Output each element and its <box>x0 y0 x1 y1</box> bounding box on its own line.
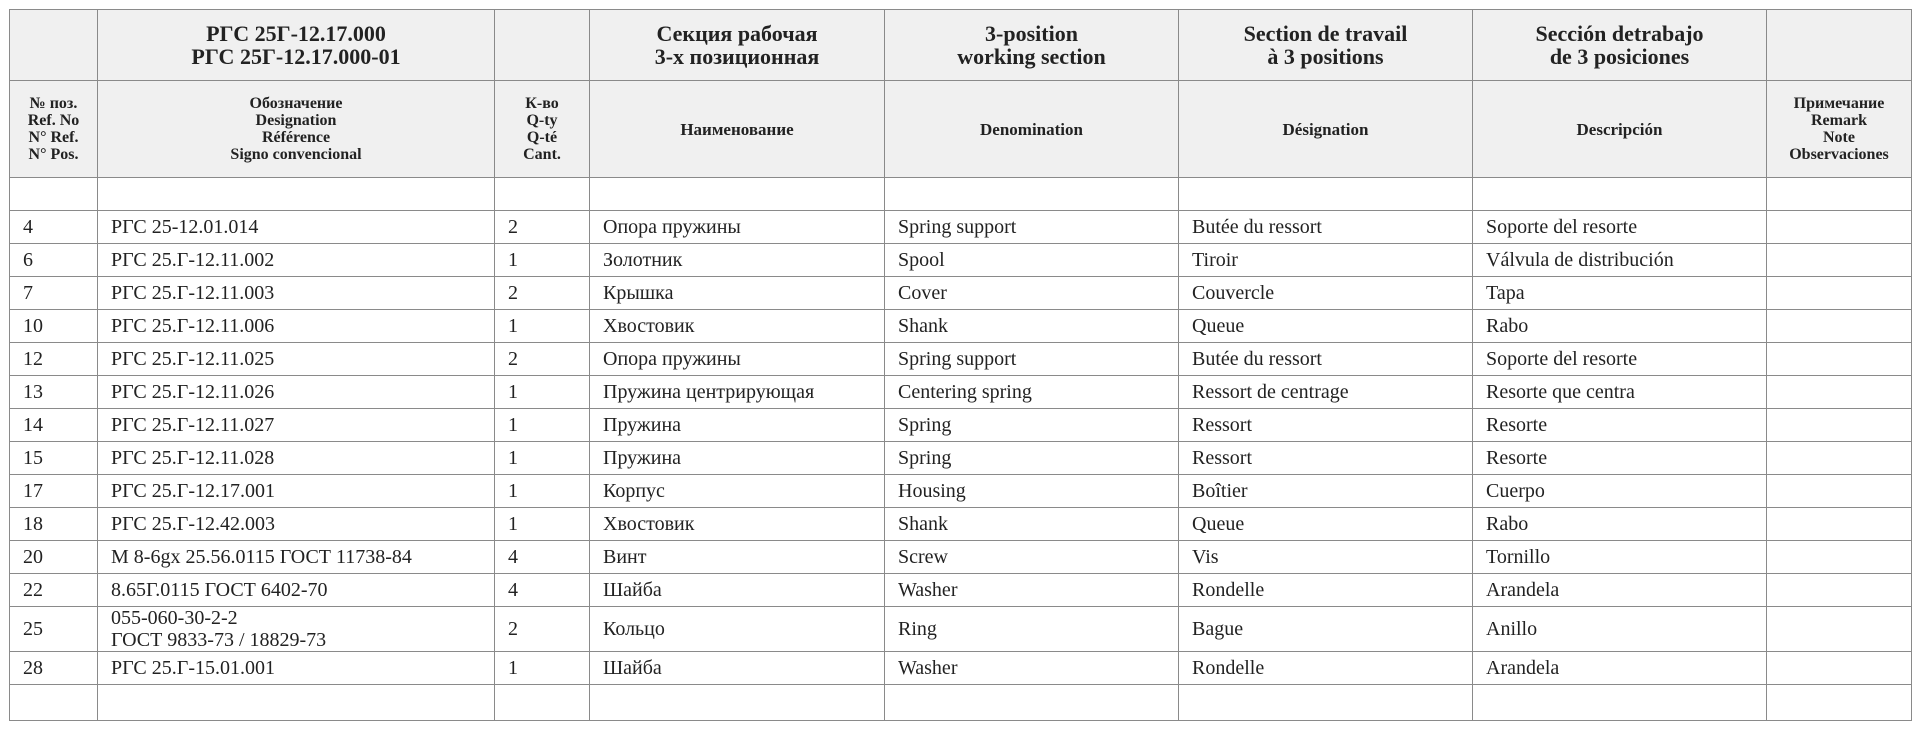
title-blank-pos <box>10 10 98 81</box>
title-blank-qty <box>495 10 590 81</box>
cell-spanish: Tapa <box>1473 277 1767 310</box>
cell-qty: 1 <box>495 244 590 277</box>
cell-designation: РГС 25-12.01.014 <box>98 211 495 244</box>
cell-remark <box>1767 652 1912 685</box>
cell-remark <box>1767 211 1912 244</box>
cell-english: Spring support <box>885 343 1179 376</box>
cell-qty: 1 <box>495 409 590 442</box>
cell-remark <box>1767 277 1912 310</box>
cell-russian: Пружина центрирующая <box>590 376 885 409</box>
cell-spanish: Rabo <box>1473 508 1767 541</box>
column-header-english: Denomination <box>885 81 1179 178</box>
cell-french: Rondelle <box>1179 652 1473 685</box>
cell-pos: 12 <box>10 343 98 376</box>
cell-designation: РГС 25.Г-12.11.003 <box>98 277 495 310</box>
cell-english: Shank <box>885 310 1179 343</box>
cell-remark <box>1767 475 1912 508</box>
assembly-designation-title: РГС 25Г-12.17.000 РГС 25Г-12.17.000-01 <box>98 10 495 81</box>
cell-russian: Хвостовик <box>590 508 885 541</box>
cell-remark <box>1767 574 1912 607</box>
column-header-row <box>10 81 1912 178</box>
cell-designation: РГС 25.Г-12.11.006 <box>98 310 495 343</box>
table-row <box>10 652 1912 685</box>
cell-designation: РГС 25.Г-12.11.002 <box>98 244 495 277</box>
cell-pos: 28 <box>10 652 98 685</box>
cell-designation: РГС 25.Г-15.01.001 <box>98 652 495 685</box>
cell-designation: М 8-6gx 25.56.0115 ГОСТ 11738-84 <box>98 541 495 574</box>
cell-spanish: Soporte del resorte <box>1473 211 1767 244</box>
cell-spanish: Cuerpo <box>1473 475 1767 508</box>
cell-pos: 20 <box>10 541 98 574</box>
cell-french: Boîtier <box>1179 475 1473 508</box>
cell-french: Rondelle <box>1179 574 1473 607</box>
cell-pos: 18 <box>10 508 98 541</box>
cell-pos: 14 <box>10 409 98 442</box>
cell-pos: 10 <box>10 310 98 343</box>
column-header-french: Désignation <box>1179 81 1473 178</box>
cell-qty: 4 <box>495 574 590 607</box>
cell-french: Couvercle <box>1179 277 1473 310</box>
cell-spanish: Arandela <box>1473 574 1767 607</box>
cell-remark <box>1767 508 1912 541</box>
cell-designation: РГС 25.Г-12.11.026 <box>98 376 495 409</box>
cell-french: Queue <box>1179 310 1473 343</box>
cell-english: Washer <box>885 574 1179 607</box>
cell-english: Washer <box>885 652 1179 685</box>
cell-russian: Шайба <box>590 574 885 607</box>
cell-spanish: Rabo <box>1473 310 1767 343</box>
cell-french: Butée du ressort <box>1179 343 1473 376</box>
table-row <box>10 607 1912 652</box>
cell-designation: РГС 25.Г-12.42.003 <box>98 508 495 541</box>
cell-spanish: Resorte <box>1473 409 1767 442</box>
table-row <box>10 211 1912 244</box>
cell-english: Spring <box>885 442 1179 475</box>
cell-qty: 1 <box>495 508 590 541</box>
column-header-pos: № поз. Ref. No N° Ref. N° Pos. <box>10 81 98 178</box>
cell-qty: 1 <box>495 442 590 475</box>
cell-pos: 17 <box>10 475 98 508</box>
cell-french: Vis <box>1179 541 1473 574</box>
parts-table <box>9 9 1912 721</box>
title-french: Section de travail à 3 positions <box>1179 10 1473 81</box>
cell-designation: РГС 25.Г-12.11.025 <box>98 343 495 376</box>
cell-spanish: Tornillo <box>1473 541 1767 574</box>
cell-spanish: Anillo <box>1473 607 1767 652</box>
table-row <box>10 244 1912 277</box>
table-row <box>10 376 1912 409</box>
table-row <box>10 343 1912 376</box>
cell-pos: 4 <box>10 211 98 244</box>
cell-designation: 055-060-30-2-2 ГОСТ 9833-73 / 18829-73 <box>98 607 495 652</box>
cell-pos: 13 <box>10 376 98 409</box>
column-header-qty: К-во Q-ty Q-té Cant. <box>495 81 590 178</box>
cell-qty: 2 <box>495 607 590 652</box>
cell-russian: Опора пружины <box>590 343 885 376</box>
cell-pos: 7 <box>10 277 98 310</box>
cell-remark <box>1767 409 1912 442</box>
cell-russian: Золотник <box>590 244 885 277</box>
cell-pos: 15 <box>10 442 98 475</box>
cell-qty: 4 <box>495 541 590 574</box>
table-row <box>10 409 1912 442</box>
cell-english: Screw <box>885 541 1179 574</box>
cell-pos: 25 <box>10 607 98 652</box>
cell-russian: Крышка <box>590 277 885 310</box>
cell-russian: Винт <box>590 541 885 574</box>
table-row <box>10 277 1912 310</box>
cell-remark <box>1767 310 1912 343</box>
cell-qty: 1 <box>495 652 590 685</box>
cell-english: Centering spring <box>885 376 1179 409</box>
cell-qty: 1 <box>495 376 590 409</box>
cell-qty: 2 <box>495 343 590 376</box>
cell-remark <box>1767 343 1912 376</box>
cell-english: Spring support <box>885 211 1179 244</box>
table-row <box>10 310 1912 343</box>
column-header-remark: Примечание Remark Note Observaciones <box>1767 81 1912 178</box>
cell-designation: РГС 25.Г-12.11.028 <box>98 442 495 475</box>
title-spanish: Sección detrabajo de 3 posiciones <box>1473 10 1767 81</box>
cell-french: Ressort <box>1179 409 1473 442</box>
cell-spanish: Arandela <box>1473 652 1767 685</box>
title-english: 3-position working section <box>885 10 1179 81</box>
cell-russian: Пружина <box>590 409 885 442</box>
cell-qty: 2 <box>495 211 590 244</box>
cell-french: Queue <box>1179 508 1473 541</box>
cell-qty: 2 <box>495 277 590 310</box>
cell-russian: Шайба <box>590 652 885 685</box>
column-header-designation: Обозначение Designation Référence Signo convencional <box>98 81 495 178</box>
cell-qty: 1 <box>495 475 590 508</box>
cell-spanish: Resorte <box>1473 442 1767 475</box>
cell-spanish: Válvula de distribución <box>1473 244 1767 277</box>
table-row <box>10 574 1912 607</box>
cell-english: Spring <box>885 409 1179 442</box>
cell-spanish: Soporte del resorte <box>1473 343 1767 376</box>
cell-english: Shank <box>885 508 1179 541</box>
spacer-row <box>10 685 1912 721</box>
cell-english: Ring <box>885 607 1179 652</box>
cell-english: Spool <box>885 244 1179 277</box>
table-row <box>10 475 1912 508</box>
parts-list-sheet <box>9 9 1912 721</box>
cell-russian: Корпус <box>590 475 885 508</box>
cell-remark <box>1767 442 1912 475</box>
cell-english: Housing <box>885 475 1179 508</box>
cell-designation: 8.65Г.0115 ГОСТ 6402-70 <box>98 574 495 607</box>
column-header-spanish: Descripción <box>1473 81 1767 178</box>
spacer-row <box>10 178 1912 211</box>
cell-french: Ressort de centrage <box>1179 376 1473 409</box>
cell-russian: Пружина <box>590 442 885 475</box>
cell-russian: Опора пружины <box>590 211 885 244</box>
cell-designation: РГС 25.Г-12.17.001 <box>98 475 495 508</box>
cell-english: Cover <box>885 277 1179 310</box>
cell-remark <box>1767 607 1912 652</box>
table-row <box>10 541 1912 574</box>
table-row <box>10 508 1912 541</box>
title-row <box>10 10 1912 81</box>
column-header-russian: Наименование <box>590 81 885 178</box>
table-row <box>10 442 1912 475</box>
cell-french: Ressort <box>1179 442 1473 475</box>
cell-french: Butée du ressort <box>1179 211 1473 244</box>
cell-pos: 22 <box>10 574 98 607</box>
cell-remark <box>1767 244 1912 277</box>
cell-remark <box>1767 541 1912 574</box>
cell-spanish: Resorte que centra <box>1473 376 1767 409</box>
cell-french: Bague <box>1179 607 1473 652</box>
cell-designation: РГС 25.Г-12.11.027 <box>98 409 495 442</box>
cell-qty: 1 <box>495 310 590 343</box>
cell-russian: Хвостовик <box>590 310 885 343</box>
cell-french: Tiroir <box>1179 244 1473 277</box>
cell-russian: Кольцо <box>590 607 885 652</box>
cell-pos: 6 <box>10 244 98 277</box>
title-russian: Секция рабочая 3-х позиционная <box>590 10 885 81</box>
title-blank-remark <box>1767 10 1912 81</box>
cell-remark <box>1767 376 1912 409</box>
